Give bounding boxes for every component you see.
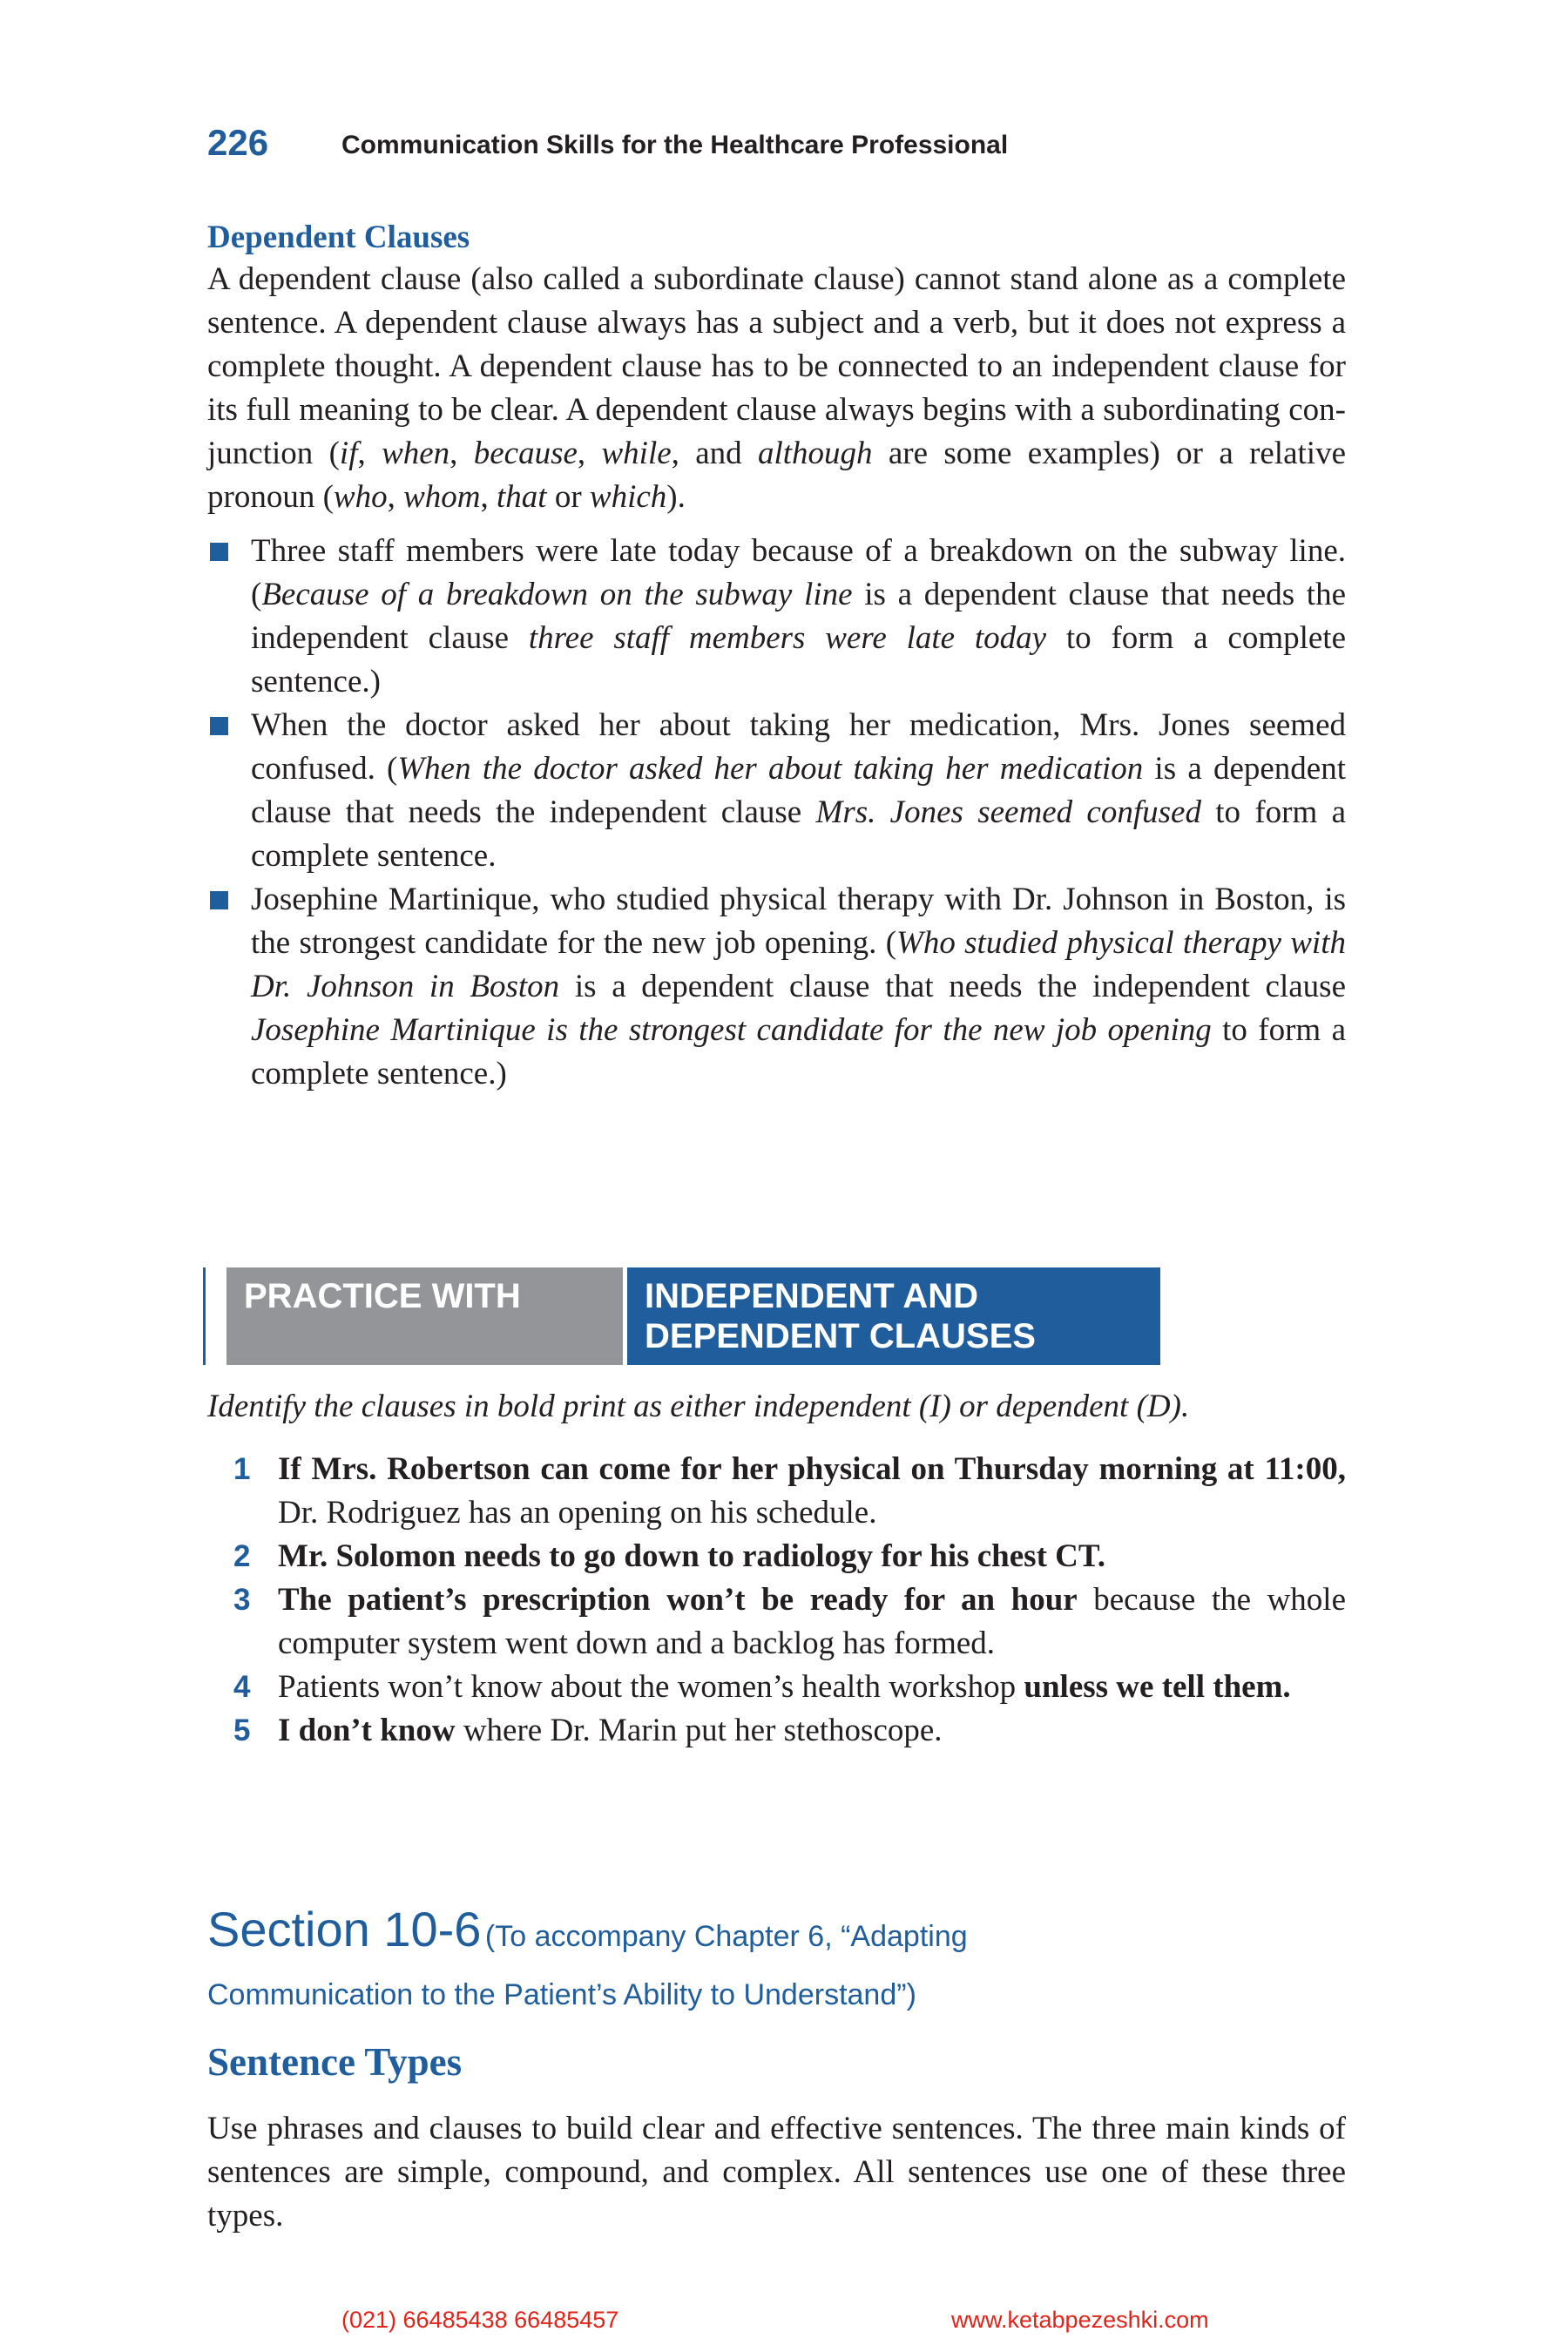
banner-rule xyxy=(203,1267,206,1365)
text-run: , and xyxy=(671,436,758,471)
text-run: is a dependent clause that needs the independent clause xyxy=(251,751,1346,830)
page-number: 226 xyxy=(207,122,269,163)
practice-item xyxy=(207,1535,1346,1578)
banner-topic-line2: DEPENDENT CLAUSES xyxy=(645,1317,1036,1355)
banner-topic xyxy=(627,1267,1160,1365)
practice-item xyxy=(207,1709,1346,1753)
item-text xyxy=(278,1538,1105,1574)
text-run: , xyxy=(387,479,404,515)
example-item xyxy=(207,878,1346,1096)
italic-run: if xyxy=(339,436,358,471)
section-title xyxy=(207,1899,1346,1973)
italic-run: Mrs. Jones seemed confused xyxy=(815,794,1201,830)
item-number: 1 xyxy=(233,1452,251,1486)
banner-practice-with: PRACTICE WITH xyxy=(226,1267,623,1365)
example-item xyxy=(207,704,1346,878)
italic-run: Who studied physical therapy with Dr. Johnson in Boston xyxy=(251,925,1346,1004)
bullet-square-icon xyxy=(210,717,228,735)
italic-run: Josephine Martinique is the strongest candidate for the new job opening xyxy=(251,1012,1212,1048)
practice-item xyxy=(207,1666,1346,1709)
bold-run: unless we tell them. xyxy=(1024,1669,1291,1705)
text-run: ). xyxy=(666,479,686,515)
footer-url[interactable]: www.ketabpezeshki.com xyxy=(951,2307,1209,2333)
italic-run: while xyxy=(601,436,672,471)
text-run: Dr. Rodriguez has an opening on his schedule. xyxy=(278,1495,877,1531)
bold-run: The patient’s prescription won’t be ready for an hour xyxy=(278,1582,1078,1618)
practice-instructions: Identify the clauses in bold print as either independent (I) or dependent (D). xyxy=(207,1389,1190,1424)
bullet-square-icon xyxy=(210,543,228,561)
text-run: Three staff members were late today because of a breakdown on the subway line. ( xyxy=(251,533,1346,612)
item-text xyxy=(278,1713,943,1748)
example-list xyxy=(207,530,1346,1096)
section-subtitle-line1: (To accompany Chapter 6, “Adapting xyxy=(484,1920,968,1953)
example-text xyxy=(251,533,1346,700)
dependent-clauses-section xyxy=(207,218,1346,1096)
example-text xyxy=(251,882,1346,1092)
text-run: because the whole computer system went down and a backlog has formed. xyxy=(278,1582,1346,1661)
italic-run: which xyxy=(589,479,667,515)
bold-run: I don’t know xyxy=(278,1713,456,1748)
text-run: are some examples) or a relative pronoun ( xyxy=(207,436,1346,515)
example-text xyxy=(251,707,1346,874)
item-text xyxy=(278,1451,1346,1531)
text-run: to form a complete sentence. xyxy=(251,794,1346,874)
text-run: , xyxy=(449,436,474,471)
text-run: , xyxy=(480,479,497,515)
text-run: Josephine Martinique, who studied physical therapy with Dr. Johnson in Boston, is the strongest candidate for the new job opening. ( xyxy=(251,882,1346,961)
text-run: , xyxy=(577,436,602,471)
italic-run: because xyxy=(473,436,578,471)
italic-run: although xyxy=(758,436,873,471)
sentence-types-heading: Sentence Types xyxy=(207,2040,463,2084)
practice-item xyxy=(207,1448,1346,1535)
bold-run: Mr. Solomon needs to go down to radiology for his chest CT. xyxy=(278,1538,1106,1574)
sentence-types-paragraph: Use phrases and clauses to build clear and effective sentences. The three main kinds of sentences are simple, compound, and complex. All sentences use one of these three types. xyxy=(207,2111,1346,2234)
section-10-6 xyxy=(207,1899,1346,2238)
italic-run: that xyxy=(497,479,547,515)
text-run: to form a complete sentence.) xyxy=(251,1012,1347,1092)
item-number: 4 xyxy=(233,1670,251,1704)
item-number: 5 xyxy=(233,1713,251,1747)
footer-phone: (021) 66485438 66485457 xyxy=(341,2307,619,2333)
practice-list xyxy=(207,1448,1346,1753)
text-run: where Dr. Marin put her stethoscope. xyxy=(455,1713,943,1748)
item-text xyxy=(278,1669,1291,1705)
bold-run: If Mrs. Robertson can come for her physical on Thursday morning at 11:00, xyxy=(278,1451,1346,1487)
text-run: or xyxy=(546,479,590,515)
italic-run: when xyxy=(382,436,450,471)
practice-section xyxy=(207,1385,1346,1753)
italic-run: Because of a breakdown on the subway line xyxy=(261,577,853,612)
item-text xyxy=(278,1582,1346,1661)
text-run: Patients won’t know about the women’s health workshop xyxy=(278,1669,1024,1705)
italic-run: who xyxy=(333,479,388,515)
example-item xyxy=(207,530,1346,704)
item-number: 3 xyxy=(233,1583,251,1617)
banner-topic-line1: INDEPENDENT AND xyxy=(645,1277,978,1315)
dependent-clauses-heading: Dependent Clauses xyxy=(207,220,470,255)
dependent-clauses-paragraph xyxy=(207,258,1346,519)
italic-run: three staff members were late today xyxy=(528,620,1047,656)
text-run: When the doctor asked her about taking her medication, Mrs. Jones seemed confused. ( xyxy=(251,707,1346,787)
text-run: , xyxy=(357,436,382,471)
italic-run: When the doctor asked her about taking her medication xyxy=(397,751,1144,787)
item-number: 2 xyxy=(233,1539,251,1573)
running-head: Communication Skills for the Healthcare Professional xyxy=(341,131,1009,159)
text-run: to form a complete sentence.) xyxy=(251,620,1346,700)
text-run: is a dependent clause that needs the independent clause xyxy=(559,969,1347,1004)
text-run: A dependent clause (also called a subordinate clause) cannot stand alone as a complete sentence. A dependent clause always has a subject and a verb, but it does not express a complete thought. A dependent clause has to be connected to an independent clause for its full meaning to be clear. A dependent clause always begins with a subordinating conjunction ( xyxy=(207,261,1346,471)
italic-run: whom xyxy=(403,479,481,515)
text-run: is a dependent clause that needs the independent clause xyxy=(251,577,1346,656)
section-subtitle-line2: Communication to the Patient’s Ability to Understand”) xyxy=(207,1978,916,2011)
section-number: Section 10-6 xyxy=(207,1902,482,1957)
practice-banner xyxy=(203,1267,1161,1365)
bullet-square-icon xyxy=(210,891,228,909)
practice-item xyxy=(207,1578,1346,1666)
